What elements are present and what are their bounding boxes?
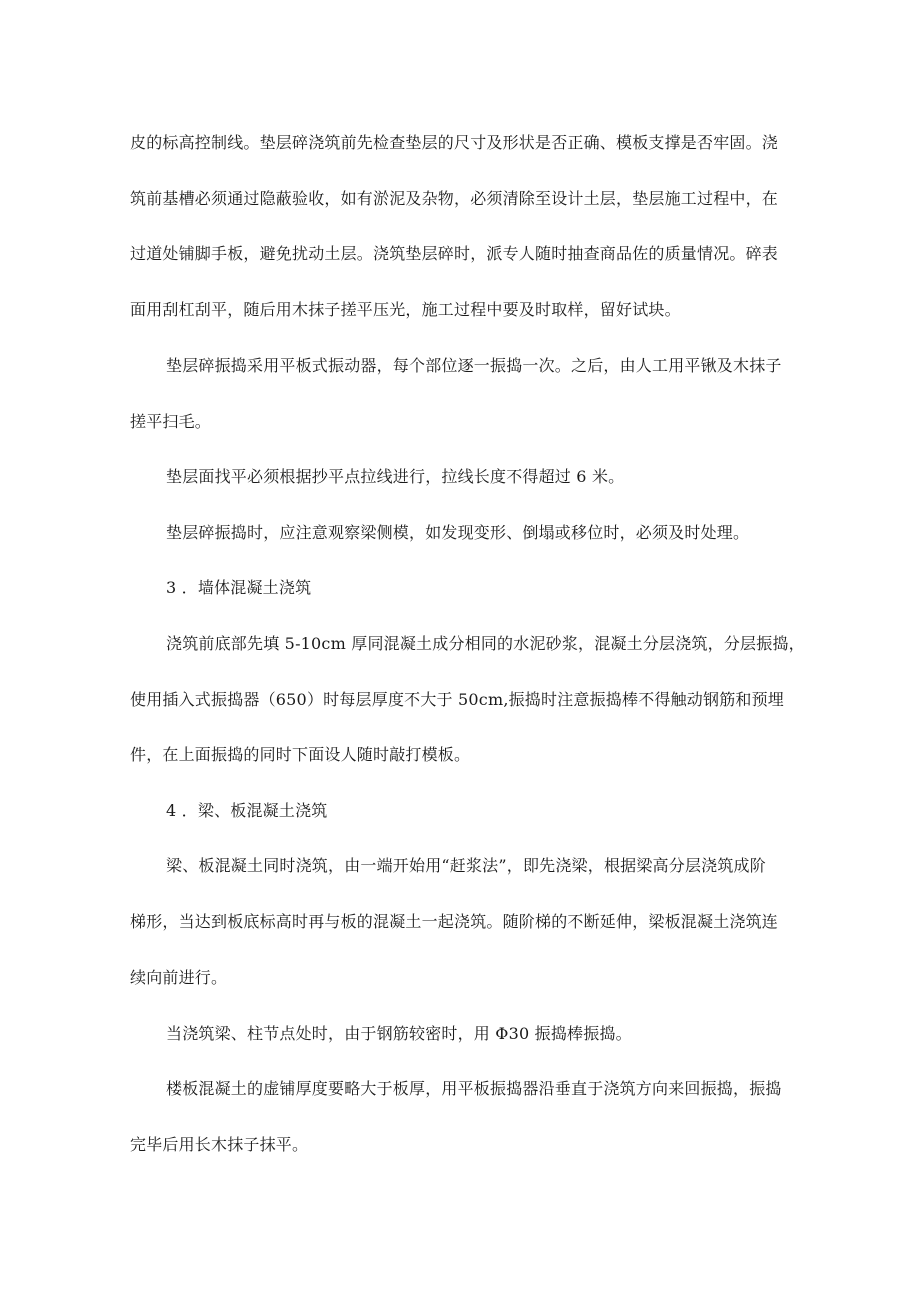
paragraph-5-line-1: 浇筑前底部先填 5-10cm 厚同混凝土成分相同的水泥砂浆，混凝土分层浇筑，分层振捣， bbox=[166, 634, 805, 653]
paragraph-2-line-1: 垫层碎振捣采用平板式振动器，每个部位逐一振捣一次。之后，由人工用平锹及木抹子 bbox=[166, 356, 782, 375]
section-heading-4: 4 ．梁、板混凝土浇筑 bbox=[166, 801, 328, 820]
paragraph-1-line-4: 面用刮杠刮平，随后用木抹子搓平压光，施工过程中要及时取样，留好试块。 bbox=[130, 300, 681, 319]
paragraph-3-line-1: 垫层面找平必须根据抄平点拉线进行，拉线长度不得超过 6 米。 bbox=[166, 467, 625, 486]
paragraph-1-line-1: 皮的标高控制线。垫层碎浇筑前先检查垫层的尺寸及形状是否正确、模板支撑是否牢固。浇 bbox=[130, 133, 779, 152]
paragraph-6-line-3: 续向前进行。 bbox=[130, 968, 228, 987]
paragraph-8-line-1: 楼板混凝土的虚铺厚度要略大于板厚，用平板振捣器沿垂直于浇筑方向来回振捣，振捣 bbox=[166, 1079, 782, 1098]
paragraph-6-line-2: 梯形，当达到板底标高时再与板的混凝土一起浇筑。随阶梯的不断延伸，梁板混凝土浇筑连 bbox=[130, 912, 779, 931]
paragraph-5-line-2: 使用插入式振捣器（650）时每层厚度不大于 50cm,振捣时注意振捣棒不得触动钢筋和预埋 bbox=[130, 690, 785, 709]
paragraph-1-line-3: 过道处铺脚手板，避免扰动土层。浇筑垫层碎时，派专人随时抽查商品佐的质量情况。碎表 bbox=[130, 244, 779, 263]
paragraph-8-line-2: 完毕后用长木抹子抹平。 bbox=[130, 1135, 309, 1154]
paragraph-1-line-2: 筑前基槽必须通过隐蔽验收，如有淤泥及杂物，必须清除至设计土层，垫层施工过程中，在 bbox=[130, 189, 779, 208]
paragraph-7-line-1: 当浇筑梁、柱节点处时，由于钢筋较密时，用 Φ30 振捣棒振捣。 bbox=[166, 1024, 632, 1043]
paragraph-5-line-3: 件，在上面振捣的同时下面设人随时敲打模板。 bbox=[130, 745, 471, 764]
paragraph-6-line-1: 梁、板混凝土同时浇筑，由一端开始用“赶浆法”，即先浇梁，根据梁高分层浇筑成阶 bbox=[166, 856, 766, 875]
paragraph-2-line-2: 搓平扫毛。 bbox=[130, 412, 212, 431]
paragraph-4-line-1: 垫层碎振捣时，应注意观察梁侧模，如发现变形、倒塌或移位时，必须及时处理。 bbox=[166, 523, 750, 542]
section-heading-3: 3 ．墙体混凝土浇筑 bbox=[166, 578, 312, 597]
